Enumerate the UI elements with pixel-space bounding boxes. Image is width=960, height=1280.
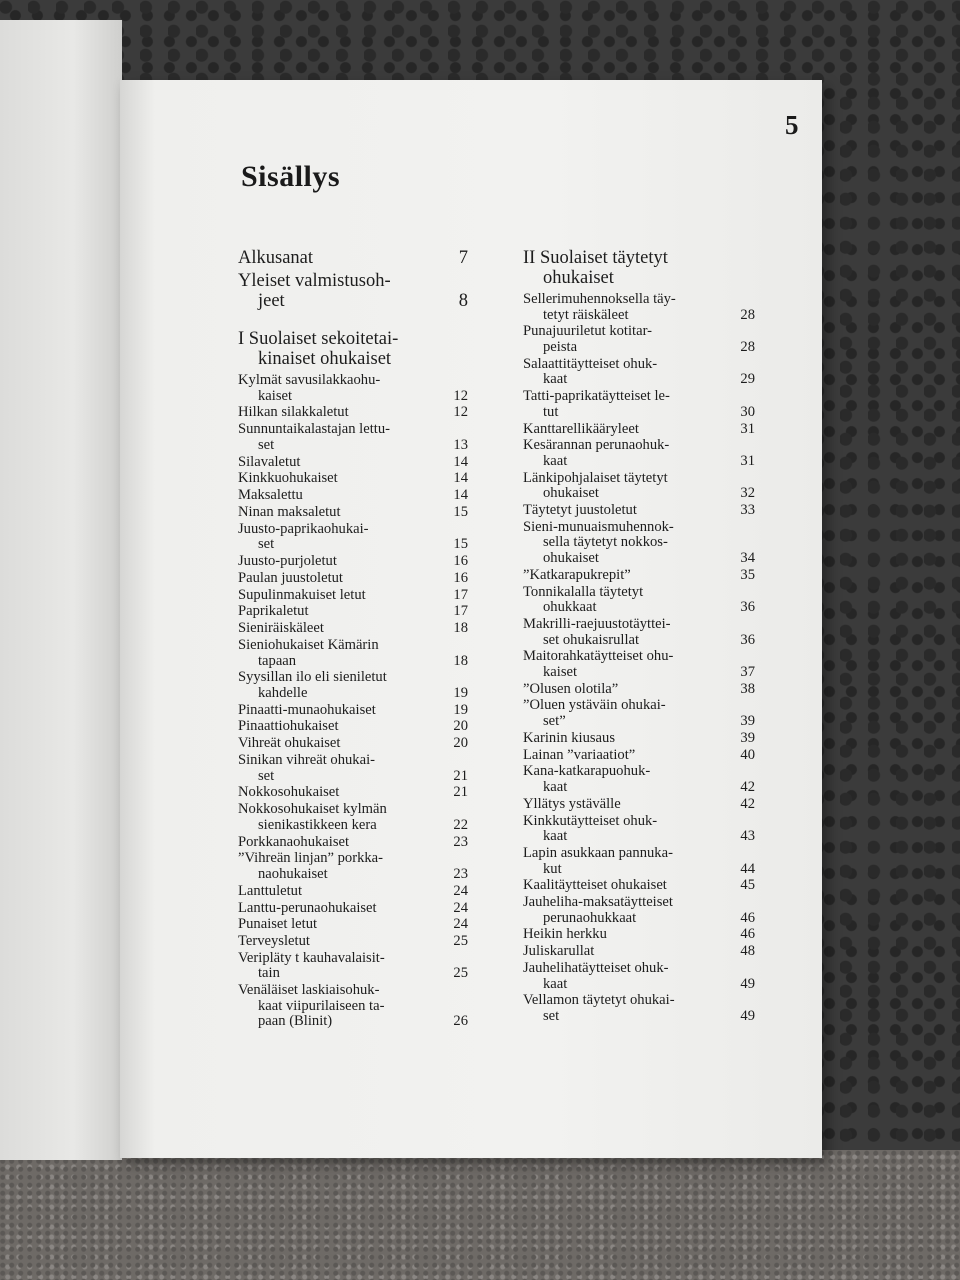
toc-entry-title [238,571,468,587]
toc-entry-line: Silavaletut [238,453,301,470]
toc-entry-line: Täytetyt juustoletut [523,502,637,519]
toc-entry-title [523,797,755,813]
toc-entry [238,951,468,982]
toc-entry-line: Kana-katkarapuohuk- [523,763,651,780]
toc-entry [523,389,755,420]
toc-entry [238,422,468,453]
toc-entry-line: peista [543,338,578,355]
toc-entry [238,835,468,851]
toc-entry-title [238,670,468,701]
toc-entry-page: 17 [453,586,468,603]
toc-entry-title [238,983,468,1030]
toc-entry-page: 19 [453,701,468,718]
toc-entry-page: 42 [740,779,755,795]
toc-entry-line: Veripläty t kauhavalaisit- [238,949,385,966]
toc-entry-title [523,503,755,519]
toc-entry [523,292,755,323]
toc-entry-title [523,389,755,420]
toc-entry [523,878,755,894]
toc-entry [523,748,755,764]
section-heading [238,329,468,369]
toc-entry-title [523,814,755,845]
toc-entry-line: kut [543,860,562,877]
toc-entry [523,503,755,519]
toc-entry-title [238,554,468,570]
toc-entry-page: 14 [453,470,468,487]
section-heading [523,248,755,288]
toc-entry [238,719,468,735]
toc-entry-page: 16 [453,553,468,570]
toc-entry-line: ohukkaat [543,599,597,616]
toc-entry [238,271,468,311]
toc-entry-title [238,719,468,735]
toc-entry [238,802,468,833]
toc-entry [523,944,755,960]
toc-entry-line: Sinikan vihreät ohukai- [238,752,375,769]
toc-entry-line: Sieniräiskäleet [238,620,324,637]
toc-entry-page: 14 [453,487,468,504]
toc-entry-title [523,731,755,747]
toc-entry-line: Jauheliha-maksatäytteiset [523,894,673,911]
toc-entry-title [523,846,755,877]
toc-entry-title [238,917,468,933]
toc-entry [238,604,468,620]
toc-entry-line: perunaohukkaat [543,909,637,926]
toc-entry-page: 25 [453,933,468,950]
toc-entry [238,736,468,752]
toc-entry [523,520,755,567]
toc-entry-line: Länkipohjalaiset täytetyt [523,469,668,486]
toc-entry-title [523,357,755,388]
toc-entry-page: 28 [740,338,755,355]
toc-entry-page: 31 [740,420,755,437]
toc-entry-line: naohukaiset [258,865,328,882]
toc-column-left [238,248,468,1031]
toc-entry-title [238,271,468,311]
toc-entry-line: Sieni-munuaismuhennok- [523,518,674,535]
toc-entry-line: kaat [543,452,568,469]
toc-entry-title [523,585,755,616]
toc-entry-title [238,422,468,453]
toc-entry [238,983,468,1030]
toc-entry-line: Heikin herkku [523,926,607,943]
toc-entry-line: Paprikaletut [238,603,309,620]
toc-entry-line: tain [258,965,280,982]
toc-entry-line: Vellamon täytetyt ohukai- [523,992,675,1009]
toc-entry-line: Terveysletut [238,933,310,950]
toc-entry [523,731,755,747]
toc-entry-line: Jauhelihatäytteiset ohuk- [523,960,669,977]
toc-entry-page: 43 [740,828,755,845]
toc-entry-page: 23 [453,865,468,882]
toc-entry-line: set” [543,713,566,730]
toc-entry-page: 36 [740,599,755,616]
toc-entry-title [238,505,468,521]
toc-entry-page: 25 [453,965,468,982]
toc-entry [238,753,468,784]
toc-entry [238,571,468,587]
toc-entry [523,895,755,926]
toc-entry-line: paan (Blinit) [258,1013,333,1030]
toc-entry-title [238,851,468,882]
toc-entry-page: 32 [740,485,755,502]
toc-entry-line: set [258,436,275,453]
toc-entry-page: 12 [453,387,468,404]
toc-entry-page: 35 [740,566,755,583]
toc-entry-title [238,248,468,268]
toc-entry [238,884,468,900]
toc-entry-line: Pinaattiohukaiset [238,718,339,735]
toc-entry [238,522,468,553]
toc-entry [523,682,755,698]
toc-entry-line: ”Oluen ystäväin ohukai- [523,697,666,714]
toc-entry-line: tapaan [258,652,297,669]
toc-entry [523,797,755,813]
toc-entry-page: 7 [458,248,468,268]
toc-entry-line: kahdelle [258,684,308,701]
toc-entry-title [238,785,468,801]
toc-entry-title [238,901,468,917]
toc-entry-title [523,927,755,943]
toc-entry-page: 44 [740,860,755,877]
toc-entry-page: 12 [453,404,468,421]
toc-entry-page: 19 [453,684,468,701]
toc-entry-title [238,488,468,504]
toc-entry-title [523,649,755,680]
toc-entry-line: Salaattitäytteiset ohuk- [523,355,658,372]
toc-entry-line: Lapin asukkaan pannuka- [523,844,673,861]
toc-entry-line: Karinin kiusaus [523,729,616,746]
toc-entry [238,488,468,504]
toc-entry-page: 16 [453,569,468,586]
toc-entry-title [523,764,755,795]
toc-entry-page: 23 [453,833,468,850]
toc-entry [523,649,755,680]
toc-column-right [523,248,755,1026]
toc-entry-page: 18 [453,652,468,669]
toc-entry-page: 49 [740,1008,755,1024]
toc-entry-line: Juliskarullat [523,943,595,960]
page-title: Sisällys [241,160,341,193]
toc-entry-line: Lanttu-perunaohukaiset [238,899,377,916]
toc-entry [238,934,468,950]
toc-entry-line: Lainan ”variaatiot” [523,746,636,763]
toc-entry-line: Pinaatti-munaohukaiset [238,701,376,718]
toc-entry-page: 14 [453,453,468,470]
toc-entry [523,471,755,502]
toc-entry-page: 45 [740,877,755,894]
toc-entry-page: 20 [453,735,468,752]
toc-entry [238,405,468,421]
toc-entry-line: tut [543,403,559,420]
toc-entry-page: 34 [740,550,755,566]
toc-entry-title [238,934,468,950]
toc-entry-line: kaat [543,779,568,795]
toc-entry-page: 15 [453,503,468,520]
toc-entry-line: ”Vihreän linjan” porkka- [238,850,383,867]
toc-entry-page: 13 [453,436,468,453]
toc-entry [238,917,468,933]
toc-entry-line: Kaalitäytteiset ohukaiset [523,877,667,894]
section-heading-line: kinaiset ohukaiset [258,349,392,369]
toc-entry-line: Sieniohukaiset Kämärin [238,636,379,653]
toc-entry-page: 15 [453,536,468,553]
toc-entry-title [523,682,755,698]
toc-entry-title [523,471,755,502]
toc-entry-line: Makrilli-raejuustotäyttei- [523,615,671,632]
toc-entry [523,585,755,616]
toc-entry-line: set [258,536,275,553]
toc-entry-page: 28 [740,306,755,323]
toc-entry [523,422,755,438]
toc-entry-line: Maksalettu [238,487,303,504]
toc-entry-line: kaat [543,828,568,845]
toc-entry-line: kaiset [258,387,293,404]
toc-entry-page: 18 [453,620,468,637]
toc-entry-line: ”Olusen olotila” [523,680,619,697]
toc-entry-title [523,568,755,584]
toc-entry [238,471,468,487]
toc-entry-line: Juusto-paprikaohukai- [238,520,369,537]
toc-entry-line: Sunnuntaikalastajan lettu- [238,421,390,438]
toc-entry-line: Yleiset valmistusoh- [238,271,391,291]
toc-entry-page: 21 [453,767,468,784]
toc-entry-page: 26 [453,1013,468,1030]
toc-entry-title [523,878,755,894]
toc-entry-line: Lanttuletut [238,882,303,899]
toc-entry-page: 20 [453,718,468,735]
toc-entry [238,554,468,570]
toc-entry [238,455,468,471]
toc-entry-title [523,698,755,729]
toc-entry-line: Kesärannan perunaohuk- [523,437,670,454]
toc-entry-title [523,895,755,926]
toc-entry-line: Kinkkutäytteiset ohuk- [523,812,658,829]
toc-entry-title [523,961,755,992]
toc-entry [238,588,468,604]
toc-entry-line: Kanttarellikääryleet [523,420,639,437]
toc-entry-title [238,455,468,471]
toc-entry-page: 24 [453,916,468,933]
toc-entry-line: sienikastikkeen kera [258,816,377,833]
toc-entry-page: 29 [740,371,755,388]
toc-entry-line: Vihreät ohukaiset [238,735,341,752]
toc-entry-page: 49 [740,975,755,992]
toc-entry-line: sella täytetyt nokkos- [543,534,668,551]
section-heading-line: ohukaiset [543,268,614,288]
toc-entry-line: Juusto-purjoletut [238,553,337,570]
toc-entry [523,568,755,584]
toc-entry [238,373,468,404]
toc-entry-title [523,292,755,323]
toc-entry-line: kaat [543,975,568,992]
toc-entry-title [238,753,468,784]
toc-entry [238,505,468,521]
toc-entry-line: ohukaiset [543,550,599,566]
toc-entry-page: 37 [740,663,755,680]
doormat-bottom [0,1150,960,1280]
toc-entry [238,670,468,701]
left-page-edge [0,20,122,1160]
toc-entry-title [523,617,755,648]
toc-entry-title [238,522,468,553]
toc-entry-title [238,835,468,851]
toc-entry-line: jeet [258,291,285,311]
toc-entry-title [523,438,755,469]
toc-entry-line: kaat [543,371,568,388]
toc-entry-title [523,944,755,960]
toc-entry [238,703,468,719]
toc-entry-page: 24 [453,899,468,916]
toc-entry [523,764,755,795]
toc-entry-page: 33 [740,502,755,519]
toc-entry [523,814,755,845]
toc-entry [238,901,468,917]
toc-entry [523,617,755,648]
toc-entry-line: Punaiset letut [238,916,318,933]
toc-entry-title [238,802,468,833]
toc-entry-page: 48 [740,943,755,960]
toc-entry-page: 46 [740,926,755,943]
toc-entry-title [523,324,755,355]
toc-entry-title [238,373,468,404]
toc-entry-page: 39 [740,729,755,746]
section-heading-line: I Suolaiset sekoitetai- [238,329,399,349]
toc-entry [523,357,755,388]
toc-entry-line: ohukaiset [543,485,599,502]
toc-entry-page: 8 [458,291,468,311]
toc-entry-title [238,951,468,982]
toc-entry [523,846,755,877]
toc-entry-page: 39 [740,713,755,730]
toc-entry-page: 40 [740,746,755,763]
toc-entry-line: Porkkanaohukaiset [238,833,350,850]
toc-entry-line: Hilkan silakkaletut [238,404,349,421]
toc-entry-page: 31 [740,452,755,469]
toc-entry-line: Yllätys ystävälle [523,795,621,812]
toc-entry-page: 22 [453,816,468,833]
toc-entry-line: set [543,1008,560,1024]
toc-entry-line: Tatti-paprikatäytteiset le- [523,388,670,405]
toc-entry-page: 21 [453,784,468,801]
toc-entry-title [238,884,468,900]
toc-entry-title [523,993,755,1024]
toc-entry-title [238,621,468,637]
toc-entry-line: set [258,767,275,784]
toc-entry-line: Ninan maksaletut [238,503,341,520]
toc-entry [523,993,755,1024]
toc-entry [523,927,755,943]
toc-entry-line: Punajuuriletut kotitar- [523,323,652,340]
toc-entry-title [523,422,755,438]
toc-entry-title [238,638,468,669]
toc-entry [238,785,468,801]
toc-entry-line: ”Katkarapukrepit” [523,566,631,583]
toc-entry-line: Sellerimuhennoksella täy- [523,291,676,307]
toc-entry [238,248,468,268]
toc-entry-page: 24 [453,882,468,899]
toc-entry-line: Venäläiset laskiaisohuk- [238,982,380,999]
toc-entry-line: Tonnikalalla täytetyt [523,583,644,600]
toc-entry-page: 42 [740,795,755,812]
toc-entry [523,961,755,992]
toc-entry-line: tetyt räiskäleet [543,306,629,323]
toc-entry-line: Alkusanat [238,248,314,268]
toc-entry-line: kaiset [543,663,578,680]
toc-entry [238,621,468,637]
toc-entry [523,438,755,469]
toc-entry-page: 46 [740,909,755,926]
toc-entry-title [523,748,755,764]
toc-entry-line: Kinkkuohukaiset [238,470,338,487]
toc-entry-title [238,471,468,487]
toc-entry [238,851,468,882]
toc-entry-line: Supulinmakuiset letut [238,586,366,603]
toc-entry [523,324,755,355]
toc-entry-line: Nokkosohukaiset kylmän [238,801,387,818]
toc-entry-title [238,588,468,604]
section-heading-line: II Suolaiset täytetyt [523,248,668,268]
toc-entry-page: 30 [740,403,755,420]
toc-entry-line: Paulan juustoletut [238,569,343,586]
toc-entry-line: set ohukaisrullat [543,631,640,648]
toc-entry-line: Kylmät savusilakkaohu- [238,372,381,388]
toc-entry-line: Syysillan ilo eli sieniletut [238,669,387,686]
toc-entry-line: kaat viipurilaiseen ta- [258,997,385,1014]
toc-entry-page: 38 [740,680,755,697]
toc-entry [523,698,755,729]
toc-entry-line: Nokkosohukaiset [238,784,340,801]
toc-entry-title [238,405,468,421]
page-number: 5 [785,110,799,140]
toc-entry-title [238,703,468,719]
toc-entry [238,638,468,669]
toc-entry-page: 36 [740,631,755,648]
toc-entry-title [523,520,755,567]
toc-entry-title [238,736,468,752]
toc-entry-page: 17 [453,603,468,620]
toc-entry-title [238,604,468,620]
toc-entry-line: Maitorahkatäytteiset ohu- [523,648,674,665]
